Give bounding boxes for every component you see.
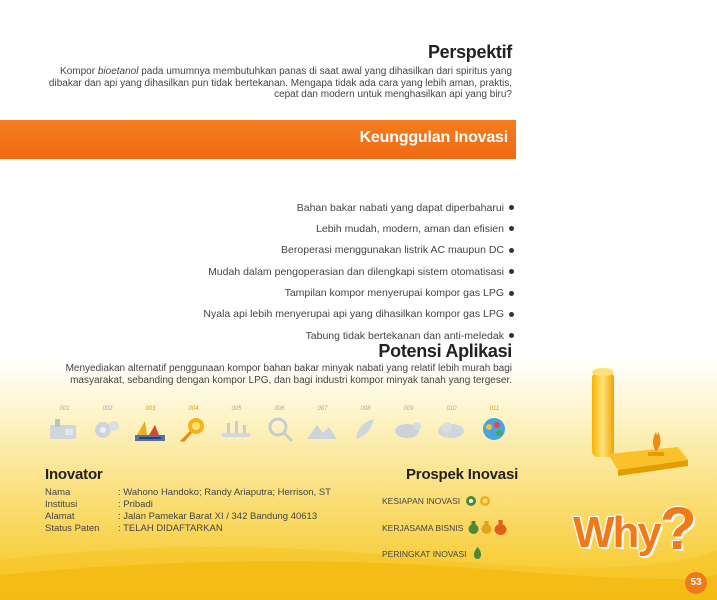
factory-icon <box>47 415 81 443</box>
row-value: : Pribadi <box>118 499 153 510</box>
row-label: KESIAPAN INOVASI <box>382 496 461 506</box>
icon-number: 001 <box>59 406 70 412</box>
row-label: KERJASAMA BISNIS <box>382 522 464 533</box>
page-number: 53 <box>685 572 707 594</box>
application-icon-cell <box>215 406 258 446</box>
bullet-icon <box>509 312 514 317</box>
potensi-title: Potensi Aplikasi <box>378 341 512 361</box>
money-bag-icon <box>494 520 507 535</box>
row-value: : TELAH DIDAFTARKAN <box>118 523 223 534</box>
icon-number: 007 <box>317 406 328 412</box>
table-row <box>45 487 331 499</box>
bullet-icon <box>509 269 514 274</box>
icon-number: 003 <box>145 406 156 412</box>
application-icon-cell <box>258 406 301 446</box>
icon-number: 011 <box>489 406 500 412</box>
list-item: Mudah dalam pengoperasian dan dilengkapi sistem otomatisasi <box>134 261 514 282</box>
bullet-icon <box>509 333 514 338</box>
magnifier-icon <box>262 415 296 443</box>
icon-number: 006 <box>274 406 285 412</box>
flame-icon <box>472 547 483 560</box>
agriculture-icon <box>133 415 167 443</box>
keunggulan-title: Keunggulan Inovasi <box>359 129 508 146</box>
prospek-row-peringkat <box>382 547 485 560</box>
landscape-icon <box>305 415 339 443</box>
application-icon-cell <box>86 406 129 446</box>
row-label: Status Paten <box>45 523 100 534</box>
table-row <box>45 523 331 535</box>
inovator-table <box>45 487 331 535</box>
bullet-icon <box>509 205 514 210</box>
sun-icon <box>479 495 491 507</box>
table-row <box>45 499 331 511</box>
potensi-body: Menyediakan alternatif penggunaan kompor bahan bakar minyak nabati yang relatif lebih murah bagi masyarakat, sebanding dengan kompor LPG, dan bagi industri kompor minyak tanah yang tergeser. <box>65 363 512 386</box>
application-icon-cell <box>43 406 86 446</box>
row-label: Alamat <box>45 511 75 522</box>
row-label: Nama <box>45 487 71 498</box>
icon-number: 009 <box>403 406 414 412</box>
list-item: Tabung tidak bertekanan dan anti-meledak <box>134 325 514 346</box>
gears-icon <box>90 415 124 443</box>
bullet-icon <box>509 291 514 296</box>
why-question-mark: ? <box>660 495 697 562</box>
gear-icon <box>465 495 477 507</box>
prospek-title: Prospek Inovasi <box>406 466 519 483</box>
icon-number: 005 <box>231 406 242 412</box>
row-value: : Wahono Handoko; Randy Ariaputra; Herrison, ST <box>118 487 331 498</box>
cloud-icon <box>434 415 468 443</box>
icon-number: 008 <box>360 406 371 412</box>
list-item: Beroperasi menggunakan listrik AC maupun DC <box>134 240 514 261</box>
why-logo: Why <box>573 508 660 557</box>
animal-icon <box>391 415 425 443</box>
keunggulan-band <box>0 120 516 159</box>
application-icon-cell <box>129 406 172 446</box>
prospek-row-kerjasama <box>382 520 509 535</box>
application-icon-strip <box>43 406 516 446</box>
application-icon-cell <box>301 406 344 446</box>
application-icon-cell <box>172 406 215 446</box>
energy-icon <box>176 415 210 443</box>
lab-icon <box>219 415 253 443</box>
icon-number: 004 <box>188 406 199 412</box>
bullet-icon <box>509 226 514 231</box>
money-bag-icon <box>468 521 479 534</box>
money-bag-icon <box>481 521 492 534</box>
people-icon <box>477 415 511 443</box>
list-item: Bahan bakar nabati yang dapat diperbaharui <box>134 197 514 218</box>
plant-icon <box>348 415 382 443</box>
list-item: Tampilan kompor menyerupai kompor gas LPG <box>134 283 514 304</box>
inovator-title: Inovator <box>45 466 103 483</box>
prospek-row-kesiapan <box>382 495 493 507</box>
row-label: PERINGKAT INOVASI <box>382 548 467 559</box>
stove-illustration <box>578 362 698 482</box>
keunggulan-list <box>134 197 514 347</box>
icon-number: 010 <box>446 406 457 412</box>
list-item: Nyala api lebih menyerupai api yang dihasilkan kompor gas LPG <box>134 304 514 325</box>
application-icon-cell <box>387 406 430 446</box>
perspektif-title: Perspektif <box>427 42 512 62</box>
application-icon-cell <box>344 406 387 446</box>
list-item: Lebih mudah, modern, aman dan efisien <box>134 218 514 239</box>
application-icon-cell <box>430 406 473 446</box>
application-icon-cell <box>473 406 516 446</box>
icon-number: 002 <box>102 406 113 412</box>
row-value: : Jalan Pamekar Barat XI / 342 Bandung 40613 <box>118 511 318 522</box>
perspektif-body: Kompor bioetanol pada umumnya membutuhkan panas di saat awal yang dihasilkan dari spiritus yang dibakar dan api yang dihasilkan pun tidak bertekanan. Mengapa tidak ada cara yang lebih aman, praktis, cepat dan modern untuk menghasilkan api yang biru? <box>48 66 512 100</box>
table-row <box>45 511 331 523</box>
bullet-icon <box>509 248 514 253</box>
row-label: Institusi <box>45 499 78 510</box>
